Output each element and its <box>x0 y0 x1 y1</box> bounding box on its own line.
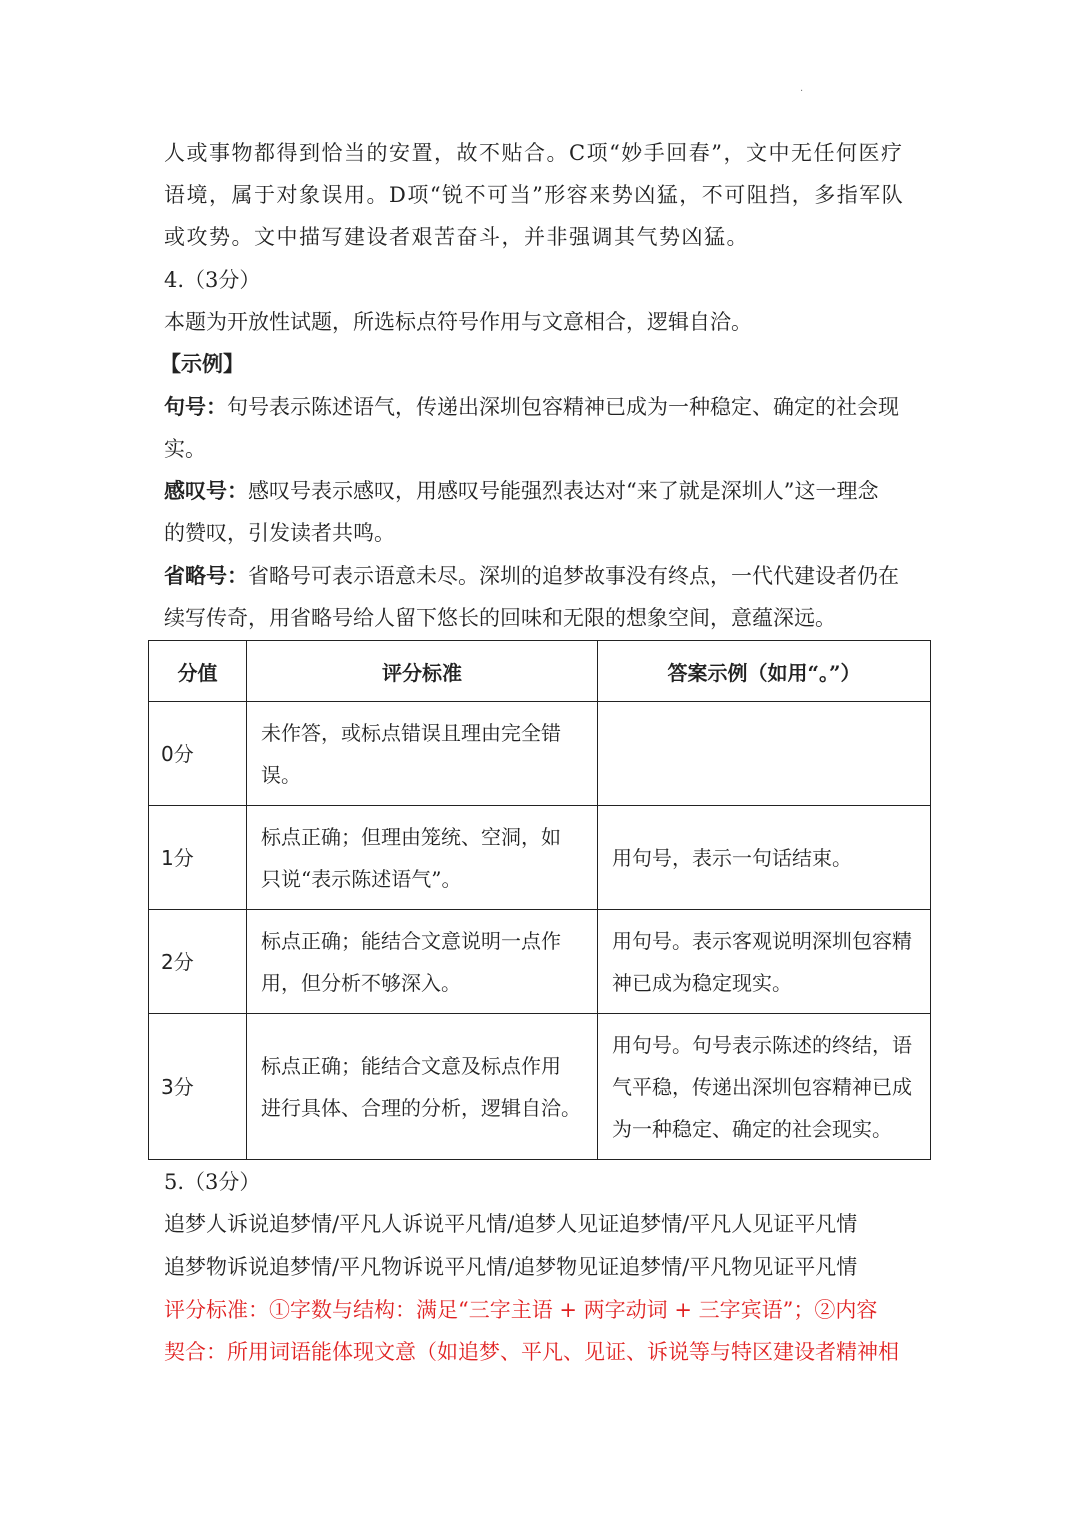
criteria-line: 误。 <box>261 762 301 787</box>
item-period-line-1 <box>164 395 899 419</box>
criteria-line: 标点正确；能结合文意说明一点作 <box>261 928 561 953</box>
score-cell: 0分 <box>149 702 247 806</box>
header-criteria: 评分标准 <box>247 641 598 702</box>
example-line: 神已成为稳定现实。 <box>612 970 792 995</box>
example-cell <box>598 702 931 806</box>
score-cell: 2分 <box>149 910 247 1014</box>
example-cell <box>598 910 931 1014</box>
item-exclamation-label: 感叹号： <box>164 478 248 503</box>
criteria-cell <box>247 1014 598 1160</box>
item-exclamation-text: 感叹号表示感叹，用感叹号能强烈表达对“来了就是深圳人”这一理念 <box>248 479 879 503</box>
q4-intro: 本题为开放性试题，所选标点符号作用与文意相合，逻辑自洽。 <box>164 310 752 334</box>
item-ellipsis-text: 省略号可表示语意未尽。深圳的追梦故事没有终点，一代代建设者仍在 <box>248 564 899 588</box>
item-exclamation-line-2: 的赞叹，引发读者共鸣。 <box>164 521 395 545</box>
item-period-text: 句号表示陈述语气，传递出深圳包容精神已成为一种稳定、确定的社会现 <box>227 395 899 419</box>
criteria-cell <box>247 910 598 1014</box>
criteria-line: 进行具体、合理的分析，逻辑自洽。 <box>261 1095 581 1120</box>
table-row <box>149 1014 931 1160</box>
criteria-line: 标点正确；能结合文意及标点作用 <box>261 1053 561 1078</box>
example-line: 用句号。句号表示陈述的终结，语 <box>612 1032 912 1057</box>
criteria-cell <box>247 702 598 806</box>
q5-answer-line-2: 追梦物诉说追梦情/平凡物诉说平凡情/追梦物见证追梦情/平凡物见证平凡情 <box>164 1255 858 1279</box>
score-cell: 3分 <box>149 1014 247 1160</box>
q4-number: 4.（3分） <box>164 268 261 292</box>
q5-criteria-line-2: 契合：所用词语能体现文意（如追梦、平凡、见证、诉说等与特区建设者精神相 <box>164 1340 899 1364</box>
item-ellipsis-label: 省略号： <box>164 563 248 588</box>
score-cell: 1分 <box>149 806 247 910</box>
header-score: 分值 <box>149 641 247 702</box>
table-row <box>149 702 931 806</box>
item-ellipsis-line-1 <box>164 564 899 588</box>
criteria-cell <box>247 806 598 910</box>
table-row <box>149 806 931 910</box>
item-exclamation-line-1 <box>164 479 878 503</box>
prev-answer-line-3: 或攻势。文中描写建设者艰苦奋斗，并非强调其气势凶猛。 <box>164 225 749 249</box>
header-example: 答案示例（如用“。”） <box>598 641 931 702</box>
table-row <box>149 910 931 1014</box>
criteria-line: 用，但分析不够深入。 <box>261 970 461 995</box>
example-line: 用句号，表示一句话结束。 <box>612 845 852 870</box>
q5-criteria-line-1: 评分标准：①字数与结构：满足“三字主语 + 两字动词 + 三字宾语”；②内容 <box>164 1298 878 1322</box>
item-period-label: 句号： <box>164 394 227 419</box>
criteria-line: 未作答，或标点错误且理由完全错 <box>261 720 561 745</box>
item-period-line-2: 实。 <box>164 437 206 461</box>
criteria-line: 只说“表示陈述语气”。 <box>261 866 462 891</box>
q5-answer-line-1: 追梦人诉说追梦情/平凡人诉说平凡情/追梦人见证追梦情/平凡人见证平凡情 <box>164 1212 858 1236</box>
table-header-row <box>149 641 931 702</box>
q5-number: 5.（3分） <box>164 1170 261 1194</box>
prev-answer-line-2: 语境，属于对象误用。D项“锐不可当”形容来势凶猛，不可阻挡，多指军队 <box>164 183 905 207</box>
example-line: 气平稳，传递出深圳包容精神已成 <box>612 1074 912 1099</box>
example-cell <box>598 1014 931 1160</box>
example-heading: 【示例】 <box>160 351 244 376</box>
example-line: 用句号。表示客观说明深圳包容精 <box>612 928 912 953</box>
item-ellipsis-line-2: 续写传奇，用省略号给人留下悠长的回味和无限的想象空间，意蕴深远。 <box>164 606 836 630</box>
scoring-table <box>148 640 931 1160</box>
criteria-line: 标点正确；但理由笼统、空洞，如 <box>261 824 561 849</box>
example-cell <box>598 806 931 910</box>
prev-answer-line-1: 人或事物都得到恰当的安置，故不贴合。C项“妙手回春”，文中无任何医疗 <box>164 141 904 165</box>
page-mark: · <box>800 86 804 97</box>
example-line: 为一种稳定、确定的社会现实。 <box>612 1116 892 1141</box>
